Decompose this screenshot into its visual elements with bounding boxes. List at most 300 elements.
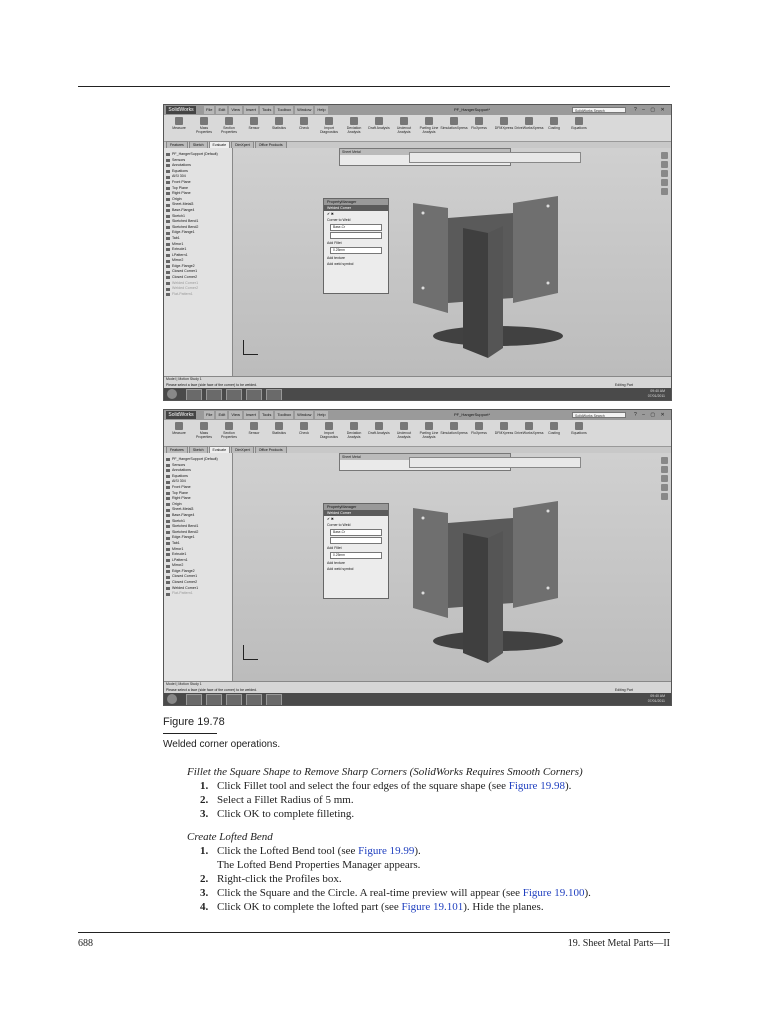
hole-icon: [547, 282, 550, 285]
tab-office-products[interactable]: Office Products: [255, 446, 287, 453]
ribbon-driveworksxpress-button[interactable]: DriveWorksXpress: [518, 117, 540, 134]
ribbon-simulationxpress-button[interactable]: SimulationXpress: [443, 422, 465, 439]
palette-icon[interactable]: [661, 484, 668, 491]
left-flange: [413, 203, 448, 313]
add-texture-checkbox[interactable]: Add texture: [327, 561, 345, 565]
tree-item[interactable]: Sketch1: [166, 214, 232, 220]
edge-flange-icon: [166, 232, 170, 235]
graphics-area[interactable]: [233, 148, 671, 376]
view-icon[interactable]: [661, 493, 668, 500]
equation-icon: [166, 475, 170, 478]
plane-icon: [166, 187, 170, 190]
tab-features[interactable]: Features: [166, 141, 188, 148]
pm-group-title: Corner to Weld: [327, 218, 351, 222]
tree-item[interactable]: Tab1: [166, 236, 232, 242]
page-number: 688: [78, 938, 93, 949]
figure-caption: Welded corner operations.: [163, 739, 281, 750]
view-icon[interactable]: [661, 188, 668, 195]
taskbar-app-icon[interactable]: [226, 694, 242, 706]
ribbon-deviation-analysis-button[interactable]: Deviation Analysis: [343, 422, 365, 439]
tree-item[interactable]: Front Plane: [166, 485, 232, 491]
base-flange-icon: [166, 209, 170, 212]
model-tabs[interactable]: Model | Motion Study 1: [166, 377, 202, 381]
tree-item[interactable]: Edge-Flange1: [166, 230, 232, 236]
ribbon-statistics-button[interactable]: Statistics: [268, 422, 290, 439]
ok-cancel-buttons[interactable]: ✔ ✖: [327, 212, 334, 216]
tree-item[interactable]: Mirror2: [166, 563, 232, 569]
add-texture-checkbox[interactable]: Add texture: [327, 256, 345, 260]
statistics-icon: [275, 117, 283, 125]
toolbar-title: Sheet Metal: [340, 149, 510, 155]
tree-item[interactable]: Top Plane: [166, 186, 232, 192]
ribbon-equations-button[interactable]: Equations: [568, 117, 590, 134]
tree-item[interactable]: Front Plane: [166, 180, 232, 186]
search-input[interactable]: SolidWorks Search: [572, 107, 626, 113]
status-message: Please select a face (side face of the corner) to be welded.: [166, 383, 258, 387]
ribbon-draft-analysis-button[interactable]: Draft Analysis: [368, 422, 390, 439]
taskbar-app-icon[interactable]: [186, 389, 202, 401]
search-input[interactable]: SolidWorks Search: [572, 412, 626, 418]
tree-item[interactable]: Equations: [166, 474, 232, 480]
menu-toolbox[interactable]: Toolbox: [277, 107, 292, 112]
heads-up-toolbar[interactable]: [409, 457, 581, 468]
tree-item[interactable]: Extrude1: [166, 552, 232, 558]
ribbon-measure-button[interactable]: Measure: [168, 422, 190, 439]
driveworksxpress-icon: [525, 117, 533, 125]
bend-icon: [166, 226, 170, 229]
menu-edit[interactable]: Edit: [218, 412, 226, 417]
taskbar-app-icon[interactable]: [266, 389, 282, 401]
ribbon-check-button[interactable]: Check: [293, 117, 315, 134]
figure-rule: [163, 733, 217, 734]
right-flange: [513, 196, 558, 303]
corner-icon: [166, 282, 170, 285]
simulationxpress-icon: [450, 117, 458, 125]
taskbar-app-icon[interactable]: [266, 694, 282, 706]
measure-icon: [175, 422, 183, 430]
hole-icon: [422, 212, 425, 215]
menu-view[interactable]: View: [231, 412, 240, 417]
step-item: 2. Right-click the Profiles box.: [200, 873, 342, 885]
material-icon: [166, 481, 170, 484]
ribbon-parting-line-analysis-button[interactable]: Parting Line Analysis: [418, 117, 440, 134]
tree-item[interactable]: Sensors: [166, 463, 232, 469]
menu-bar: [204, 411, 328, 419]
ribbon-dfmxpress-button[interactable]: DFMXpress: [493, 117, 515, 134]
window-controls[interactable]: ? – ▢ ✕: [634, 107, 667, 113]
tab-sketch[interactable]: Sketch: [189, 141, 208, 148]
clock: 09:40 AM 07/01/2011: [647, 694, 665, 703]
corner-icon: [166, 276, 170, 279]
mirror-icon: [166, 565, 170, 568]
section-fillet: [187, 765, 583, 821]
tree-item[interactable]: Extrude1: [166, 247, 232, 253]
screenshot-bottom: [163, 409, 672, 706]
dfmxpress-icon: [500, 422, 508, 430]
bend-icon: [166, 531, 170, 534]
sensor-icon: [250, 422, 258, 430]
tree-item[interactable]: AISI 304: [166, 479, 232, 485]
equations-icon: [575, 422, 583, 430]
post-side: [488, 226, 503, 358]
step-item: 3. Click OK to complete filleting.: [200, 808, 355, 820]
tree-item[interactable]: Closed Corner1: [166, 269, 232, 275]
figure-link[interactable]: Figure 19.98: [508, 780, 565, 792]
tree-item[interactable]: Welded Corner1: [166, 586, 232, 592]
hanger-model[interactable]: [393, 493, 593, 663]
menu-bar: [204, 106, 328, 114]
floxpress-icon: [475, 117, 483, 125]
editing-status: Editing Part: [614, 383, 633, 387]
home-icon[interactable]: [661, 152, 668, 159]
tree-item[interactable]: Flat-Pattern1: [166, 591, 232, 597]
add-fillet-checkbox[interactable]: Add Fillet: [327, 241, 342, 245]
tree-item[interactable]: PF_HangerSupport (Default): [166, 457, 232, 463]
import-diagnostics-icon: [325, 117, 333, 125]
ribbon-equations-button[interactable]: Equations: [568, 422, 590, 439]
plane-icon: [166, 181, 170, 184]
ribbon: [164, 420, 671, 447]
taskbar-app-icon[interactable]: [206, 694, 222, 706]
folder-icon[interactable]: [661, 170, 668, 177]
sensor-icon: [166, 159, 170, 162]
equation-icon: [166, 170, 170, 173]
tab-dimxpert[interactable]: DimXpert: [231, 446, 254, 453]
tree-item[interactable]: Right Plane: [166, 191, 232, 197]
menu-view[interactable]: View: [231, 107, 240, 112]
menu-file[interactable]: File: [206, 107, 213, 112]
taskbar-app-icon[interactable]: [186, 694, 202, 706]
material-icon: [166, 176, 170, 179]
tab-office-products[interactable]: Office Products: [255, 141, 287, 148]
library-icon[interactable]: [661, 161, 668, 168]
command-tabs: [164, 446, 287, 453]
measure-icon: [175, 117, 183, 125]
status-message: Please select a face (side face of the corner) to be welded.: [166, 688, 258, 692]
toolbar-title: Sheet Metal: [340, 454, 510, 460]
figure-label: Figure 19.78: [163, 716, 225, 728]
corner-icon: [166, 587, 170, 590]
document-title: PF_HangerSupport*: [454, 107, 491, 112]
bend-icon: [166, 220, 170, 223]
sensor-icon: [166, 464, 170, 467]
menu-file[interactable]: File: [206, 412, 213, 417]
window-controls[interactable]: ? – ▢ ✕: [634, 412, 667, 418]
bend-icon: [166, 525, 170, 528]
feature-tree: [164, 148, 233, 376]
title-bar: [164, 105, 671, 115]
menu-insert[interactable]: Insert: [245, 107, 256, 112]
taskbar-app-icon[interactable]: [226, 389, 242, 401]
corner-icon: [166, 576, 170, 579]
hanger-model[interactable]: [393, 188, 593, 358]
taskbar: [164, 388, 671, 400]
edge-flange-icon: [166, 537, 170, 540]
tab-features[interactable]: Features: [166, 446, 188, 453]
task-pane-tabs[interactable]: [661, 152, 669, 195]
tab-evaluate[interactable]: Evaluate: [209, 141, 231, 148]
tree-item[interactable]: Flat-Pattern1: [166, 292, 232, 298]
section-lofted-bend: [187, 830, 591, 914]
property-manager: [323, 198, 389, 294]
tree-item[interactable]: Closed Corner1: [166, 574, 232, 580]
mirror-icon: [166, 243, 170, 246]
taskbar-app-icon[interactable]: [246, 389, 262, 401]
flat-pattern-icon: [166, 593, 170, 596]
base-flange-icon: [166, 514, 170, 517]
tree-item[interactable]: PF_HangerSupport (Default): [166, 152, 232, 158]
tree-item[interactable]: Origin: [166, 502, 232, 508]
floxpress-icon: [475, 422, 483, 430]
tree-item[interactable]: Sheet-Metal3: [166, 202, 232, 208]
tree-item[interactable]: Closed Corner2: [166, 275, 232, 281]
footer-rule: [78, 932, 670, 933]
plane-icon: [166, 486, 170, 489]
ribbon-section-properties-button[interactable]: Section Properties: [218, 422, 240, 439]
tab-dimxpert[interactable]: DimXpert: [231, 141, 254, 148]
tree-item[interactable]: LPattern1: [166, 253, 232, 259]
screenshot-top: [163, 104, 672, 401]
right-flange: [513, 501, 558, 608]
ribbon-parting-line-analysis-button[interactable]: Parting Line Analysis: [418, 422, 440, 439]
draft-analysis-icon: [375, 117, 383, 125]
ribbon-floxpress-button[interactable]: FloXpress: [468, 422, 490, 439]
pm-feature-title: Welded Corner: [324, 510, 388, 516]
flat-pattern-icon: [166, 293, 170, 296]
sketch-icon: [166, 520, 170, 523]
tree-item[interactable]: Origin: [166, 197, 232, 203]
post-side: [488, 531, 503, 663]
annotation-icon: [166, 469, 170, 472]
tree-item[interactable]: Base-Flange4: [166, 208, 232, 214]
ribbon-draft-analysis-button[interactable]: Draft Analysis: [368, 117, 390, 134]
tree-item[interactable]: AISI 304: [166, 174, 232, 180]
hole-icon: [422, 592, 425, 595]
mirror-icon: [166, 260, 170, 263]
section-properties-icon: [225, 117, 233, 125]
section-heading: Create Lofted Bend: [187, 831, 273, 843]
ribbon-import-diagnostics-button[interactable]: Import Diagnostics: [318, 117, 340, 134]
sheet-metal-icon: [166, 204, 170, 207]
simulationxpress-icon: [450, 422, 458, 430]
ribbon-costing-button[interactable]: Costing: [543, 422, 565, 439]
step-item: 2. Select a Fillet Radius of 5 mm.: [200, 794, 354, 806]
ribbon-sensor-button[interactable]: Sensor: [243, 422, 265, 439]
ribbon-check-button[interactable]: Check: [293, 422, 315, 439]
tab-icon: [166, 237, 170, 240]
tree-item[interactable]: Sketch1: [166, 519, 232, 525]
hole-icon: [547, 587, 550, 590]
library-icon[interactable]: [661, 466, 668, 473]
check-icon: [300, 422, 308, 430]
running-head: 19. Sheet Metal Parts—II: [567, 938, 670, 949]
parting-line-icon: [425, 422, 433, 430]
add-weld-symbol-checkbox[interactable]: Add weld symbol: [327, 262, 354, 266]
deviation-analysis-icon: [350, 422, 358, 430]
start-button[interactable]: [167, 694, 177, 704]
tree-item[interactable]: Sketched Bend2: [166, 225, 232, 231]
ribbon-floxpress-button[interactable]: FloXpress: [468, 117, 490, 134]
tree-item[interactable]: Mirror2: [166, 258, 232, 264]
ribbon-undercut-analysis-button[interactable]: Undercut Analysis: [393, 422, 415, 439]
home-icon[interactable]: [661, 457, 668, 464]
hole-icon: [422, 517, 425, 520]
top-rule: [78, 86, 670, 87]
pm-group-title: Corner to Weld: [327, 523, 351, 527]
corner-icon: [166, 581, 170, 584]
deviation-analysis-icon: [350, 117, 358, 125]
face-selection-field[interactable]: Base-Cr: [330, 224, 382, 231]
palette-icon[interactable]: [661, 179, 668, 186]
menu-window[interactable]: Window: [297, 412, 312, 417]
part-icon: [166, 153, 170, 156]
tree-item[interactable]: Base-Flange4: [166, 513, 232, 519]
ribbon-measure-button[interactable]: Measure: [168, 117, 190, 134]
face-selection-field[interactable]: Base-Cr: [330, 529, 382, 536]
tree-item[interactable]: Top Plane: [166, 491, 232, 497]
figure-link[interactable]: Figure 19.99: [358, 845, 415, 857]
ribbon-mass-properties-button[interactable]: Mass Properties: [193, 117, 215, 134]
step-item: 4. Click OK to complete the lofted part (see Figure 19.101). Hide the planes.: [200, 901, 544, 913]
tree-item[interactable]: Equations: [166, 169, 232, 175]
tree-item[interactable]: Sketched Bend1: [166, 524, 232, 530]
ribbon-statistics-button[interactable]: Statistics: [268, 117, 290, 134]
add-weld-symbol-checkbox[interactable]: Add weld symbol: [327, 567, 354, 571]
feature-tree: [164, 453, 233, 681]
secondary-selection-field[interactable]: [330, 537, 382, 544]
tab-evaluate[interactable]: Evaluate: [209, 446, 231, 453]
tree-item[interactable]: Sensors: [166, 158, 232, 164]
tree-item[interactable]: Annotations: [166, 163, 232, 169]
ribbon-import-diagnostics-button[interactable]: Import Diagnostics: [318, 422, 340, 439]
check-icon: [300, 117, 308, 125]
menu-help[interactable]: Help: [317, 412, 326, 417]
menu-tools[interactable]: Tools: [261, 107, 272, 112]
ok-cancel-buttons[interactable]: ✔ ✖: [327, 517, 334, 521]
task-pane-tabs[interactable]: [661, 457, 669, 500]
ribbon-sensor-button[interactable]: Sensor: [243, 117, 265, 134]
corner-icon: [166, 271, 170, 274]
hole-icon: [547, 510, 550, 513]
parting-line-icon: [425, 117, 433, 125]
tree-item[interactable]: LPattern1: [166, 558, 232, 564]
undercut-analysis-icon: [400, 117, 408, 125]
edge-flange-icon: [166, 570, 170, 573]
step-item: 1. Click Fillet tool and select the four edges of the square shape (see Figure 19.98).: [200, 780, 572, 792]
ribbon-mass-properties-button[interactable]: Mass Properties: [193, 422, 215, 439]
fillet-radius-field[interactable]: 0.25mm: [330, 552, 382, 559]
taskbar: [164, 693, 671, 705]
tree-item[interactable]: Mirror1: [166, 547, 232, 553]
ribbon-costing-button[interactable]: Costing: [543, 117, 565, 134]
secondary-selection-field[interactable]: [330, 232, 382, 239]
tree-item[interactable]: Sketched Bend1: [166, 219, 232, 225]
mass-properties-icon: [200, 422, 208, 430]
figure-link[interactable]: Figure 19.100: [522, 887, 585, 899]
property-manager: [323, 503, 389, 599]
ribbon-driveworksxpress-button[interactable]: DriveWorksXpress: [518, 422, 540, 439]
pm-header: PropertyManager: [324, 504, 388, 510]
tree-item[interactable]: Sketched Bend2: [166, 530, 232, 536]
menu-help[interactable]: Help: [317, 107, 326, 112]
figure-link[interactable]: Figure 19.101: [401, 901, 464, 913]
sensor-icon: [250, 117, 258, 125]
heads-up-toolbar[interactable]: [409, 152, 581, 163]
app-logo: SolidWorks: [166, 411, 196, 419]
mirror-icon: [166, 548, 170, 551]
command-tabs: [164, 141, 287, 148]
tree-item[interactable]: Edge-Flange2: [166, 264, 232, 270]
draft-analysis-icon: [375, 422, 383, 430]
annotation-icon: [166, 164, 170, 167]
pattern-icon: [166, 254, 170, 257]
menu-tools[interactable]: Tools: [261, 412, 272, 417]
hole-icon: [547, 205, 550, 208]
extrude-icon: [166, 553, 170, 556]
ribbon-section-properties-button[interactable]: Section Properties: [218, 117, 240, 134]
menu-insert[interactable]: Insert: [245, 412, 256, 417]
tree-item[interactable]: Annotations: [166, 468, 232, 474]
ribbon-simulationxpress-button[interactable]: SimulationXpress: [443, 117, 465, 134]
driveworksxpress-icon: [525, 422, 533, 430]
folder-icon[interactable]: [661, 475, 668, 482]
post-front: [463, 228, 488, 358]
add-fillet-checkbox[interactable]: Add Fillet: [327, 546, 342, 550]
taskbar-app-icon[interactable]: [206, 389, 222, 401]
sheet-metal-icon: [166, 509, 170, 512]
menu-edit[interactable]: Edit: [218, 107, 226, 112]
tree-item[interactable]: Welded Corner1: [166, 281, 232, 287]
graphics-area[interactable]: [233, 453, 671, 681]
left-flange: [413, 508, 448, 618]
start-button[interactable]: [167, 389, 177, 399]
pm-feature-title: Welded Corner: [324, 205, 388, 211]
ribbon-deviation-analysis-button[interactable]: Deviation Analysis: [343, 117, 365, 134]
triad-axes-icon: [243, 340, 258, 355]
tree-item[interactable]: Right Plane: [166, 496, 232, 502]
import-diagnostics-icon: [325, 422, 333, 430]
ribbon-undercut-analysis-button[interactable]: Undercut Analysis: [393, 117, 415, 134]
edge-flange-icon: [166, 265, 170, 268]
section-properties-icon: [225, 422, 233, 430]
post-front: [463, 533, 488, 663]
tree-item[interactable]: Mirror1: [166, 242, 232, 248]
tree-item[interactable]: Sheet-Metal3: [166, 507, 232, 513]
mass-properties-icon: [200, 117, 208, 125]
model-tabs[interactable]: Model | Motion Study 1: [166, 682, 202, 686]
title-bar: [164, 410, 671, 420]
tree-item[interactable]: Edge-Flange1: [166, 535, 232, 541]
taskbar-app-icon[interactable]: [246, 694, 262, 706]
fillet-radius-field[interactable]: 0.25mm: [330, 247, 382, 254]
ribbon-dfmxpress-button[interactable]: DFMXpress: [493, 422, 515, 439]
extrude-icon: [166, 248, 170, 251]
menu-window[interactable]: Window: [297, 107, 312, 112]
part-icon: [166, 458, 170, 461]
tree-item[interactable]: Tab1: [166, 541, 232, 547]
tree-item[interactable]: Closed Corner2: [166, 580, 232, 586]
hole-icon: [422, 287, 425, 290]
tree-item[interactable]: Welded Corner2: [166, 286, 232, 292]
corner-icon: [166, 288, 170, 291]
dfmxpress-icon: [500, 117, 508, 125]
triad-axes-icon: [243, 645, 258, 660]
statistics-icon: [275, 422, 283, 430]
menu-toolbox[interactable]: Toolbox: [277, 412, 292, 417]
tab-sketch[interactable]: Sketch: [189, 446, 208, 453]
origin-icon: [166, 503, 170, 506]
tree-item[interactable]: Edge-Flange2: [166, 569, 232, 575]
